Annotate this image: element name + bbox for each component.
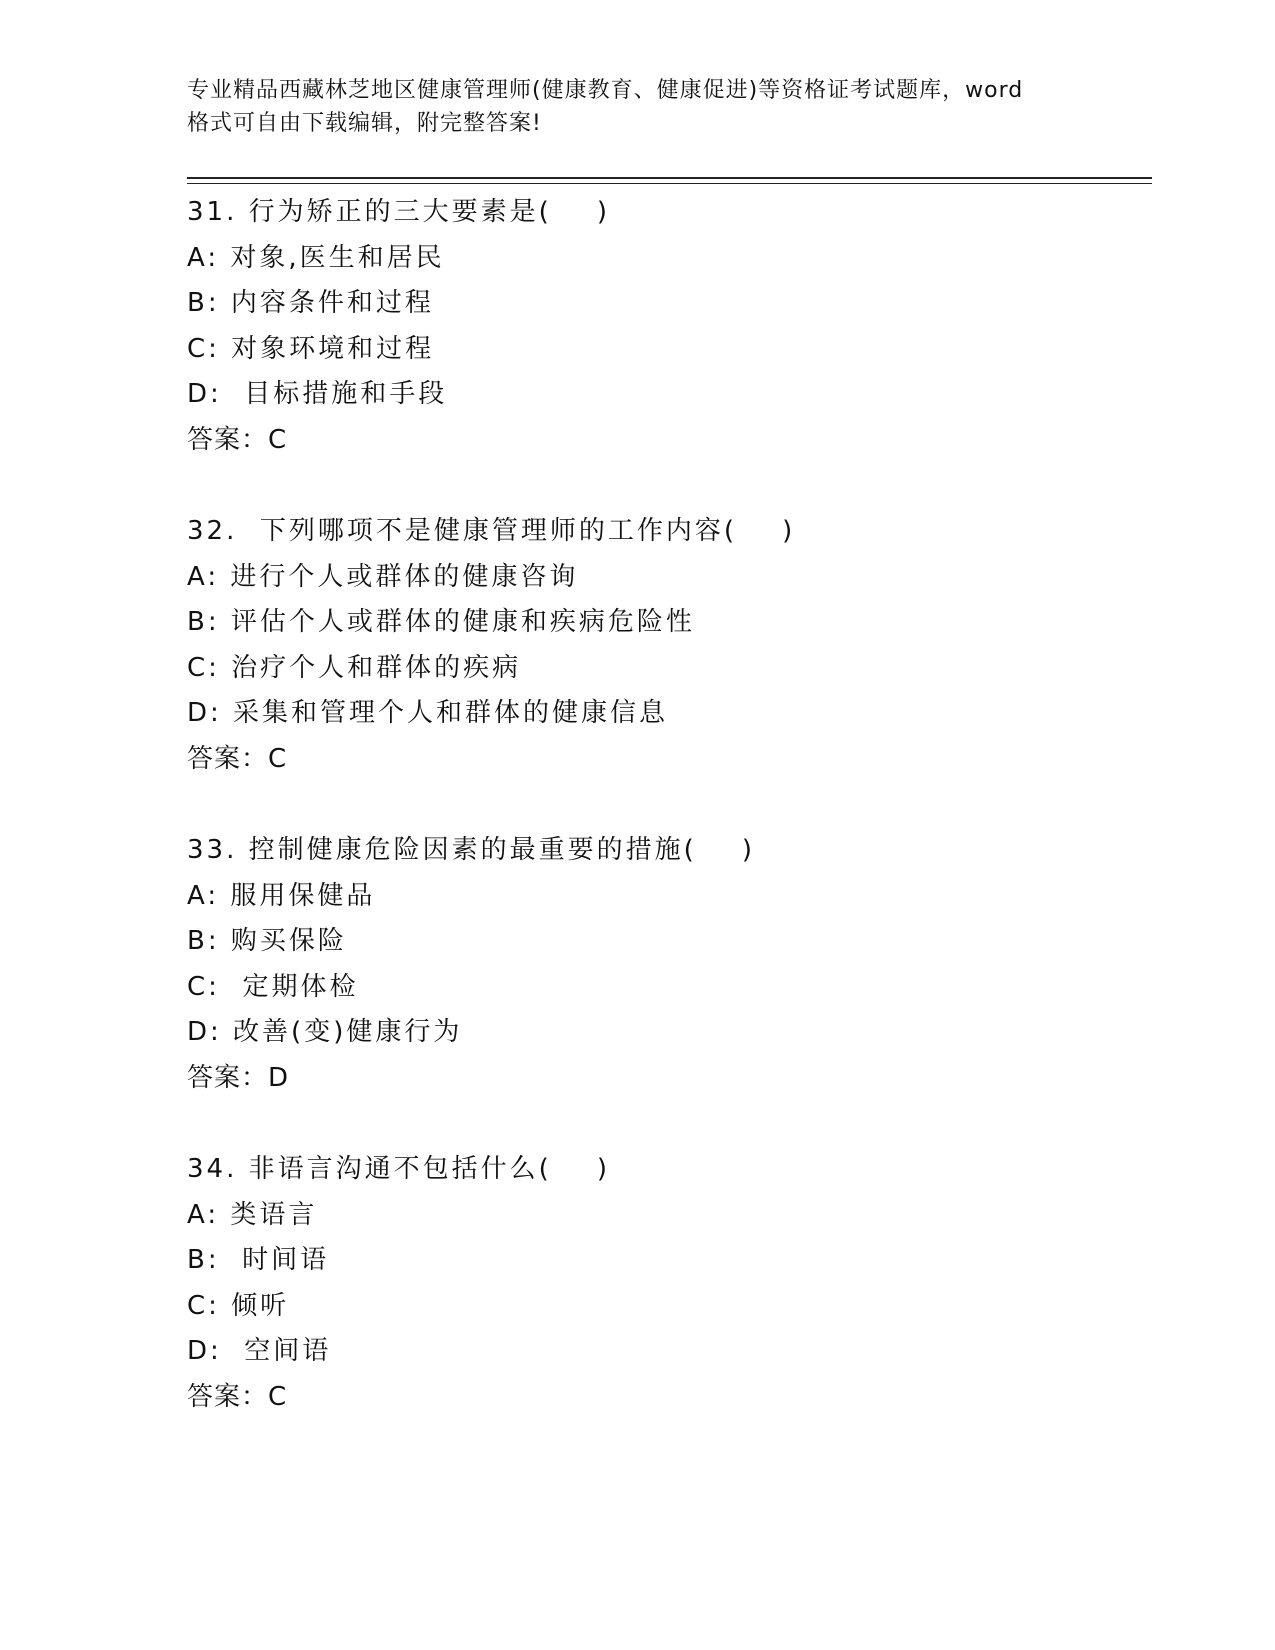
option-d: D: 改善(变)健康行为 [187, 1017, 463, 1047]
option-d: D: 采集和管理个人和群体的健康信息 [187, 698, 669, 728]
answer-label: 答案：C [187, 1381, 288, 1412]
question-stem: 34. 非语言沟通不包括什么( ) [187, 1154, 610, 1184]
document-header [187, 74, 1097, 140]
option-a: A: 类语言 [187, 1199, 318, 1230]
option-a: A: 对象,医生和居民 [187, 242, 445, 273]
header-line-1: 专业精品西藏林芝地区健康管理师(健康教育、健康促进)等资格证考试题库，word [187, 78, 1024, 103]
option-c: C: 定期体检 [187, 971, 359, 1002]
question-stem: 32. 下列哪项不是健康管理师的工作内容( ) [187, 516, 796, 546]
option-b: B: 时间语 [187, 1245, 330, 1275]
question-33 [187, 828, 1152, 1101]
question-spacer [187, 782, 1152, 828]
question-34 [187, 1147, 1152, 1420]
question-32 [187, 509, 1152, 782]
question-stem: 31. 行为矫正的三大要素是( ) [187, 197, 610, 227]
answer-label: 答案：C [187, 424, 288, 455]
question-list [187, 190, 1152, 1420]
option-a: A: 进行个人或群体的健康咨询 [187, 561, 579, 592]
option-c: C: 倾听 [187, 1290, 290, 1321]
question-spacer [187, 463, 1152, 509]
answer-label: 答案：C [187, 743, 288, 774]
header-line-2: 格式可自由下载编辑，附完整答案! [187, 111, 542, 136]
question-spacer [187, 1101, 1152, 1147]
answer-label: 答案：D [187, 1062, 290, 1093]
option-a: A: 服用保健品 [187, 880, 376, 911]
option-c: C: 治疗个人和群体的疾病 [187, 652, 522, 683]
header-divider-thin [187, 183, 1152, 184]
question-stem: 33. 控制健康危险因素的最重要的措施( ) [187, 835, 755, 865]
option-d: D: 空间语 [187, 1336, 332, 1366]
option-b: B: 评估个人或群体的健康和疾病危险性 [187, 607, 695, 637]
option-b: B: 购买保险 [187, 926, 347, 956]
option-c: C: 对象环境和过程 [187, 333, 435, 364]
option-d: D: 目标措施和手段 [187, 379, 448, 409]
header-divider-thick [187, 177, 1152, 179]
question-31 [187, 190, 1152, 463]
option-b: B: 内容条件和过程 [187, 288, 434, 318]
